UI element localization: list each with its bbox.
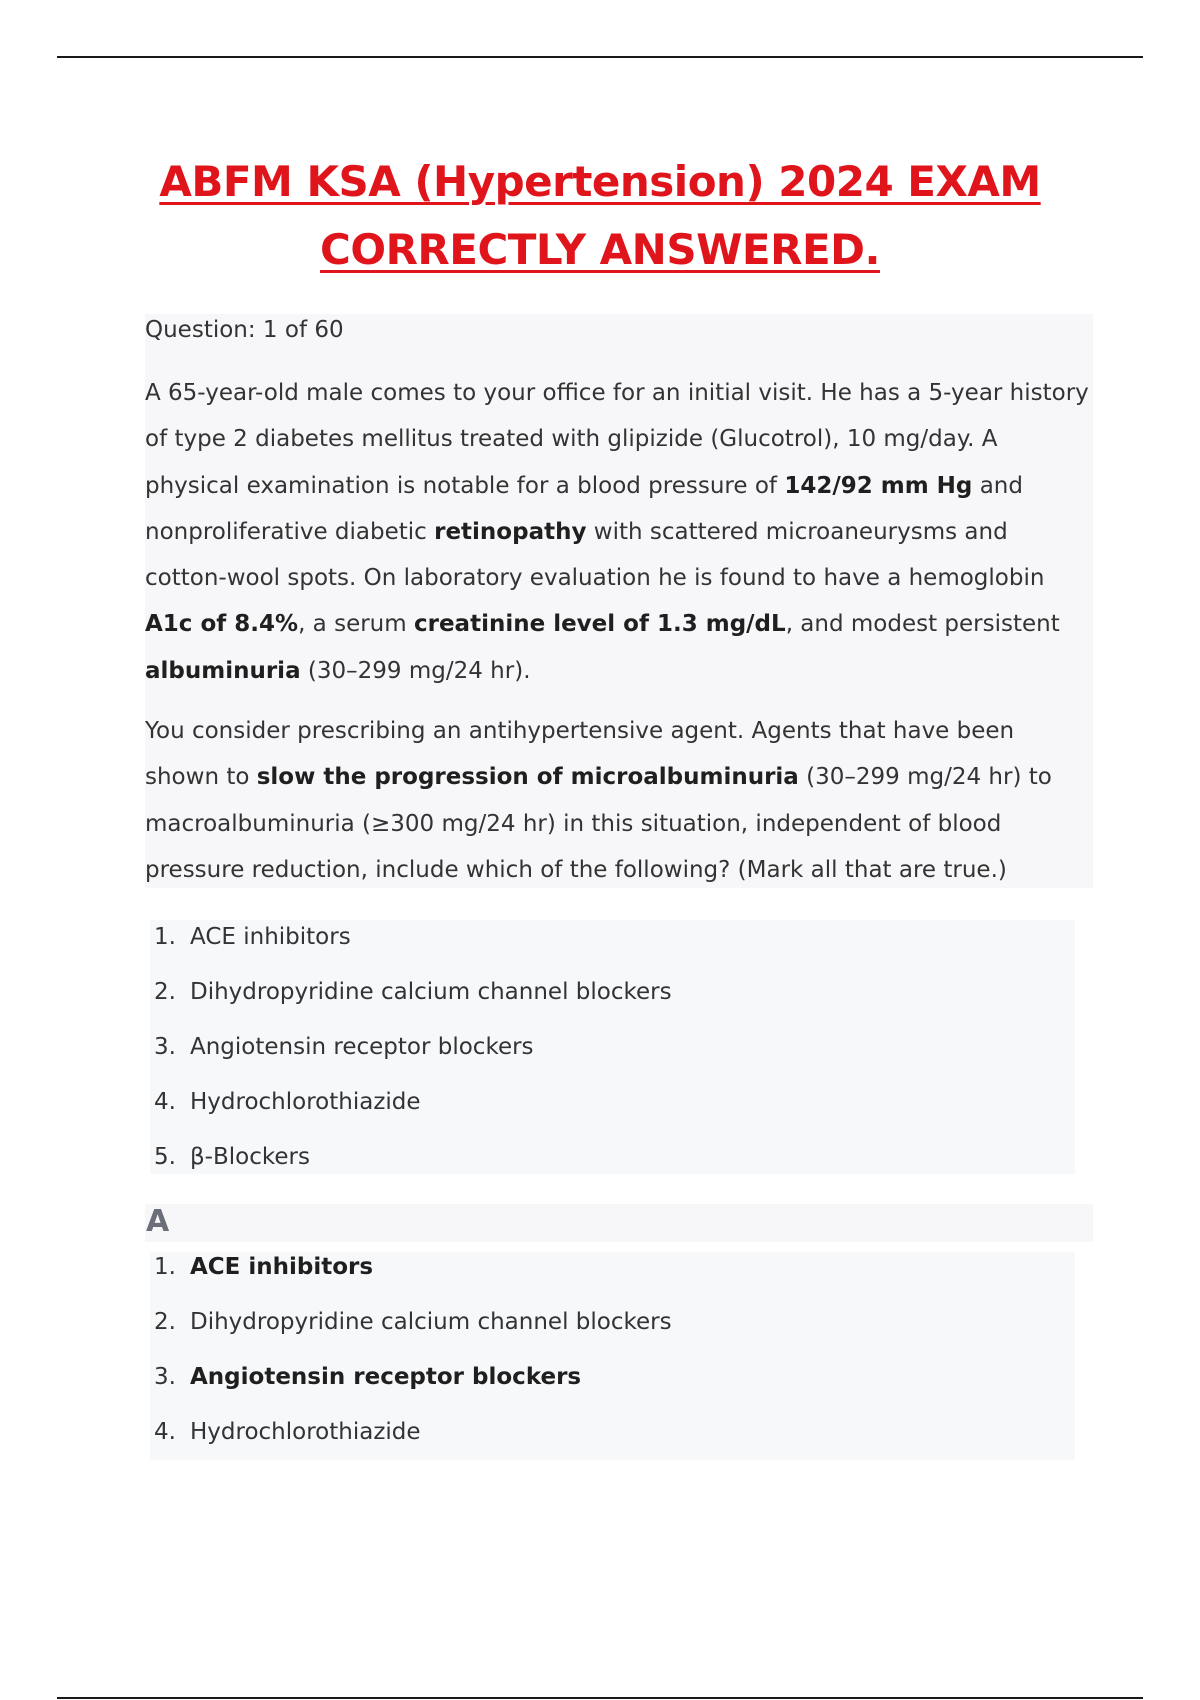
answer-options-list — [150, 920, 672, 1195]
question-text — [145, 310, 1091, 893]
option-label: Angiotensin receptor blockers — [190, 1034, 534, 1060]
retinopathy-term: retinopathy — [434, 518, 587, 545]
question-counter: Question: 1 of 60 — [145, 317, 344, 343]
option-item[interactable]: 4. Hydrochlorothiazide — [154, 1089, 421, 1115]
bottom-rule — [57, 1697, 1143, 1699]
answer-key-list — [150, 1250, 672, 1470]
top-rule — [57, 56, 1143, 58]
a1c-value: A1c of 8.4% — [145, 611, 299, 638]
answer-item: 2. Dihydropyridine calcium channel blockers — [154, 1309, 672, 1335]
answer-item-correct: 3. Angiotensin receptor blockers — [154, 1364, 582, 1390]
answer-label: Dihydropyridine calcium channel blockers — [190, 1309, 672, 1335]
bp-value: 142/92 mm Hg — [784, 472, 973, 499]
title-line-2: CORRECTLY ANSWERED. — [320, 225, 880, 274]
answer-header-bar — [145, 1204, 1093, 1242]
answer-label: ACE inhibitors — [190, 1254, 374, 1280]
option-label: ACE inhibitors — [190, 924, 351, 950]
option-item[interactable]: 3. Angiotensin receptor blockers — [154, 1034, 534, 1060]
answer-heading: A — [146, 1204, 170, 1239]
option-label: β-Blockers — [190, 1144, 310, 1170]
option-label: Hydrochlorothiazide — [190, 1089, 421, 1115]
answer-label: Angiotensin receptor blockers — [190, 1364, 582, 1390]
option-item[interactable]: 1. ACE inhibitors — [154, 924, 351, 950]
option-item[interactable]: 2. Dihydropyridine calcium channel blockers — [154, 979, 672, 1005]
answer-item-correct: 1. ACE inhibitors — [154, 1254, 374, 1280]
question-stem: A 65-year-old male comes to your office for an initial visit. He has a 5-year history of type 2 diabetes mellitus treated with glipizide (Glucotrol), 10 mg/day. A physical examination is notable for a blood pressure of 142/92 mm Hg and nonproliferative diabetic retinopathy with scattered microaneurysms and cotton-wool spots. On laboratory evaluation he is found to have a hemoglobin A1c of 8.4%, a serum creatinine level of 1.3 mg/dL, and modest persistent albuminuria (30–299 mg/24 hr). — [145, 380, 1089, 684]
answer-item: 4. Hydrochlorothiazide — [154, 1419, 421, 1445]
document-title — [0, 148, 1200, 284]
answer-label: Hydrochlorothiazide — [190, 1419, 421, 1445]
option-item[interactable]: 5. β-Blockers — [154, 1144, 310, 1170]
option-label: Dihydropyridine calcium channel blockers — [190, 979, 672, 1005]
question-prompt: You consider prescribing an antihypertensive agent. Agents that have been shown to slow the progression of microalbuminuria (30–299 mg/24 hr) to macroalbuminuria (≥300 mg/24 hr) in this situation, independent of blood pressure reduction, include which of the following? (Mark all that are true.) — [145, 718, 1052, 883]
albuminuria-term: albuminuria — [145, 657, 301, 684]
title-line-1: ABFM KSA (Hypertension) 2024 EXAM — [159, 157, 1041, 206]
progression-phrase: slow the progression of microalbuminuria — [256, 764, 799, 791]
creatinine-value: creatinine level of 1.3 mg/dL — [413, 611, 786, 638]
